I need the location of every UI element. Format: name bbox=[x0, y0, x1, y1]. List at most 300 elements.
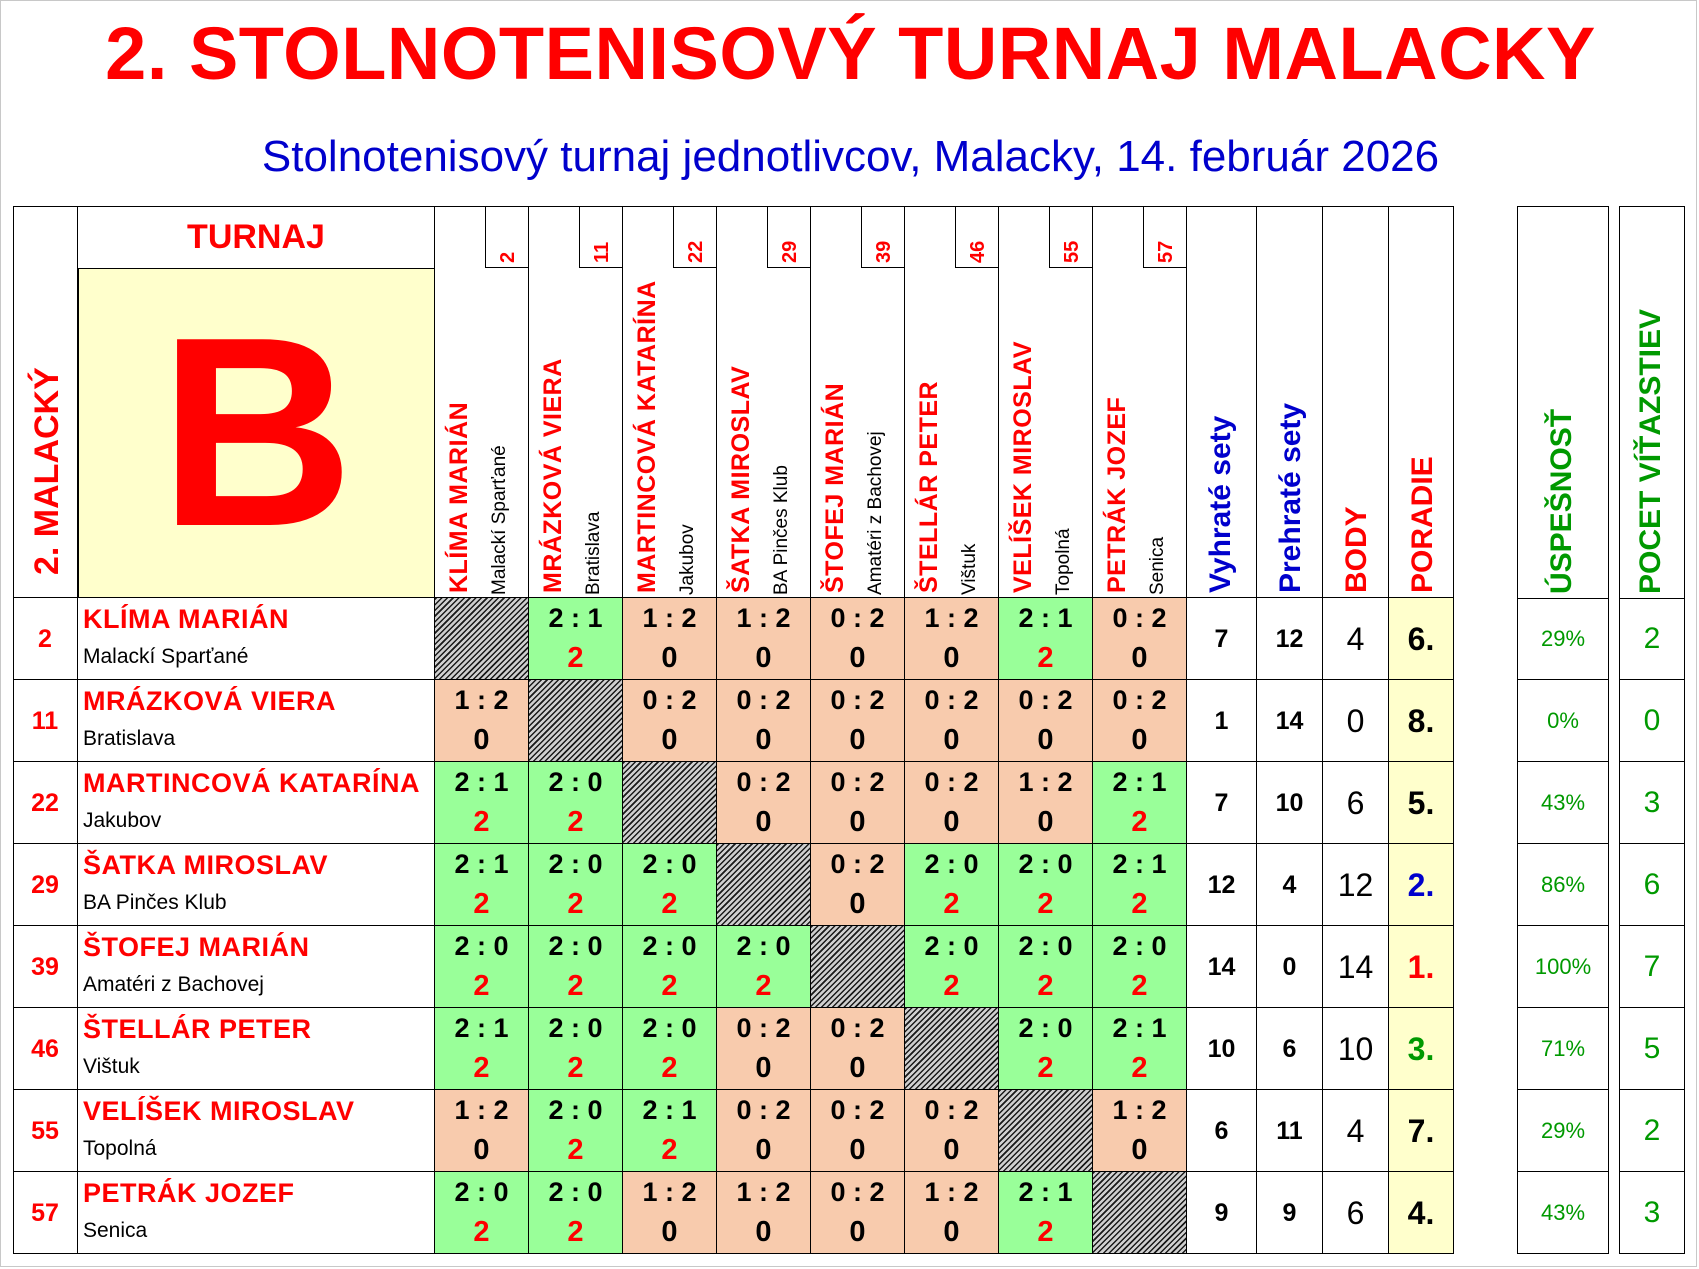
player-name: MARTINCOVÁ KATARÍNA bbox=[83, 768, 420, 798]
match-result-cell bbox=[435, 844, 529, 926]
wins-value: 0 bbox=[1619, 680, 1685, 762]
match-points: 2 bbox=[1131, 888, 1148, 920]
wins-header-cell bbox=[1620, 207, 1684, 599]
match-score: 1 : 2 bbox=[1018, 767, 1073, 797]
match-points: 2 bbox=[1131, 806, 1148, 838]
match-result-cell bbox=[811, 1090, 905, 1172]
match-result-cell bbox=[905, 844, 999, 926]
player-number: 39 bbox=[13, 926, 78, 1008]
wins-value: 3 bbox=[1619, 1172, 1685, 1254]
match-points: 2 bbox=[1037, 1052, 1054, 1084]
header-player-name: PETRÁK JOZEF bbox=[1103, 396, 1131, 593]
header-player-number-text: 46 bbox=[967, 240, 989, 263]
player-club: BA Pinčes Klub bbox=[83, 891, 227, 914]
player-club: Topolná bbox=[83, 1137, 157, 1160]
match-result-cell bbox=[1093, 1090, 1187, 1172]
match-points: 2 bbox=[661, 970, 678, 1002]
match-score: 2 : 1 bbox=[454, 767, 509, 797]
match-result-cell bbox=[811, 762, 905, 844]
match-result-cell bbox=[905, 926, 999, 1008]
player-club: Jakubov bbox=[83, 809, 162, 832]
player-name-cell bbox=[78, 844, 435, 926]
match-result-cell bbox=[623, 598, 717, 680]
match-points: 2 bbox=[473, 1052, 490, 1084]
match-result-cell bbox=[623, 1008, 717, 1090]
player-name-cell bbox=[78, 680, 435, 762]
match-points: 0 bbox=[473, 1134, 490, 1166]
match-score: 0 : 2 bbox=[736, 1013, 791, 1043]
match-score: 0 : 2 bbox=[1112, 685, 1167, 715]
match-points: 0 bbox=[943, 724, 960, 756]
match-points: 0 bbox=[849, 1216, 866, 1248]
lost-sets-value: 11 bbox=[1257, 1090, 1323, 1172]
match-result-cell bbox=[529, 926, 623, 1008]
won-sets-value: 12 bbox=[1187, 844, 1257, 926]
match-points: 0 bbox=[943, 806, 960, 838]
header-player-2 bbox=[435, 206, 529, 598]
header-player-name: ŠTELLÁR PETER bbox=[915, 380, 943, 593]
match-points: 0 bbox=[661, 1216, 678, 1248]
self-match-cell bbox=[905, 1008, 999, 1090]
header-player-number-text: 29 bbox=[779, 240, 801, 263]
points-value: 6 bbox=[1323, 1172, 1389, 1254]
match-result-cell bbox=[999, 762, 1093, 844]
header-player-name: VELÍŠEK MIROSLAV bbox=[1009, 340, 1037, 593]
match-points: 2 bbox=[567, 642, 584, 674]
rank-value: 5. bbox=[1389, 762, 1454, 844]
lost-sets-header: Prehraté sety bbox=[1274, 402, 1307, 593]
match-points: 0 bbox=[1037, 806, 1054, 838]
lost-sets-value: 6 bbox=[1257, 1008, 1323, 1090]
match-result-cell bbox=[435, 1008, 529, 1090]
match-result-cell bbox=[1093, 598, 1187, 680]
match-result-cell bbox=[999, 598, 1093, 680]
won-sets-value: 14 bbox=[1187, 926, 1257, 1008]
match-result-cell bbox=[1093, 762, 1187, 844]
match-result-cell bbox=[1093, 1008, 1187, 1090]
player-club: Bratislava bbox=[83, 727, 176, 750]
header-player-number bbox=[767, 206, 811, 268]
lost-sets-value: 0 bbox=[1257, 926, 1323, 1008]
header-player-number-text: 55 bbox=[1061, 240, 1083, 263]
player-number: 55 bbox=[13, 1090, 78, 1172]
page-subtitle: Stolnotenisový turnaj jednotlivcov, Malacky, 14. február 2026 bbox=[261, 132, 1440, 181]
match-points: 0 bbox=[849, 1134, 866, 1166]
won-sets-value: 7 bbox=[1187, 762, 1257, 844]
match-score: 2 : 1 bbox=[548, 603, 603, 633]
wins-value: 6 bbox=[1619, 844, 1685, 926]
match-result-cell bbox=[623, 680, 717, 762]
player-number: 11 bbox=[13, 680, 78, 762]
success-value: 29% bbox=[1517, 1090, 1609, 1172]
match-score: 0 : 2 bbox=[830, 1177, 885, 1207]
rank-value: 2. bbox=[1389, 844, 1454, 926]
header-player-number-text: 39 bbox=[873, 240, 895, 263]
group-letter-box bbox=[78, 268, 435, 598]
group-letter: B bbox=[159, 282, 354, 583]
header-player-club: Amatéri z Bachovej bbox=[865, 431, 886, 595]
match-score: 2 : 0 bbox=[642, 849, 697, 879]
match-score: 1 : 2 bbox=[736, 603, 791, 633]
match-points: 0 bbox=[1037, 724, 1054, 756]
header-player-club: Bratislava bbox=[583, 511, 604, 595]
match-score: 2 : 1 bbox=[1018, 1177, 1073, 1207]
match-score: 2 : 0 bbox=[1018, 1013, 1073, 1043]
match-points: 0 bbox=[755, 642, 772, 674]
self-match-cell bbox=[1093, 1172, 1187, 1254]
match-score: 2 : 0 bbox=[548, 931, 603, 961]
match-points: 0 bbox=[849, 1052, 866, 1084]
won-sets-value: 7 bbox=[1187, 598, 1257, 680]
self-match-cell bbox=[999, 1090, 1093, 1172]
match-points: 0 bbox=[849, 642, 866, 674]
match-result-cell bbox=[623, 1172, 717, 1254]
match-points: 0 bbox=[661, 642, 678, 674]
match-points: 2 bbox=[1131, 970, 1148, 1002]
match-points: 2 bbox=[943, 888, 960, 920]
match-score: 0 : 2 bbox=[736, 1095, 791, 1125]
points-value: 14 bbox=[1323, 926, 1389, 1008]
match-score: 0 : 2 bbox=[830, 603, 885, 633]
won-sets-value: 10 bbox=[1187, 1008, 1257, 1090]
self-match-cell bbox=[717, 844, 811, 926]
success-header-cell bbox=[1518, 207, 1608, 599]
match-points: 0 bbox=[755, 724, 772, 756]
success-value: 100% bbox=[1517, 926, 1609, 1008]
header-player-22 bbox=[623, 206, 717, 598]
header-player-club: BA Pinčes Klub bbox=[771, 465, 792, 595]
player-name: VELÍŠEK MIROSLAV bbox=[83, 1096, 355, 1126]
match-score: 1 : 2 bbox=[454, 1095, 509, 1125]
header-player-number bbox=[673, 206, 717, 268]
header-player-55 bbox=[999, 206, 1093, 598]
header-player-club: Malackí Sparťané bbox=[489, 445, 510, 595]
match-score: 2 : 0 bbox=[1018, 849, 1073, 879]
match-result-cell bbox=[999, 680, 1093, 762]
won-sets-value: 9 bbox=[1187, 1172, 1257, 1254]
match-score: 0 : 2 bbox=[736, 685, 791, 715]
header-player-club: Jakubov bbox=[677, 524, 698, 595]
success-header: ÚSPEŠNOSŤ bbox=[1545, 408, 1578, 594]
self-match-cell bbox=[529, 680, 623, 762]
points-value: 10 bbox=[1323, 1008, 1389, 1090]
header-player-39 bbox=[811, 206, 905, 598]
match-points: 0 bbox=[1131, 1134, 1148, 1166]
player-number: 57 bbox=[13, 1172, 78, 1254]
match-points: 2 bbox=[567, 806, 584, 838]
match-result-cell bbox=[999, 1172, 1093, 1254]
self-match-cell bbox=[811, 926, 905, 1008]
header-player-club: Topolná bbox=[1053, 528, 1074, 595]
player-club: Malackí Sparťané bbox=[83, 645, 249, 668]
rank-value: 4. bbox=[1389, 1172, 1454, 1254]
match-score: 0 : 2 bbox=[1112, 603, 1167, 633]
header-player-46 bbox=[905, 206, 999, 598]
match-points: 0 bbox=[849, 888, 866, 920]
points-value: 0 bbox=[1323, 680, 1389, 762]
rank-value: 8. bbox=[1389, 680, 1454, 762]
wins-value: 5 bbox=[1619, 1008, 1685, 1090]
lost-sets-value: 10 bbox=[1257, 762, 1323, 844]
match-points: 2 bbox=[567, 1052, 584, 1084]
header-player-29 bbox=[717, 206, 811, 598]
match-score: 1 : 2 bbox=[642, 603, 697, 633]
success-value: 29% bbox=[1517, 598, 1609, 680]
points-value: 6 bbox=[1323, 762, 1389, 844]
match-points: 2 bbox=[1037, 1216, 1054, 1248]
points-header: BODY bbox=[1340, 506, 1373, 593]
player-name: KLÍMA MARIÁN bbox=[83, 604, 289, 634]
match-score: 2 : 0 bbox=[642, 931, 697, 961]
turnaj-label: TURNAJ bbox=[78, 206, 435, 268]
match-score: 0 : 2 bbox=[830, 767, 885, 797]
player-name: ŠATKA MIROSLAV bbox=[83, 850, 328, 880]
side-label: 2. MALACKÝ bbox=[28, 367, 66, 575]
header-player-11 bbox=[529, 206, 623, 598]
match-result-cell bbox=[1093, 926, 1187, 1008]
match-result-cell bbox=[905, 762, 999, 844]
match-score: 1 : 2 bbox=[1112, 1095, 1167, 1125]
match-score: 1 : 2 bbox=[924, 603, 979, 633]
match-points: 0 bbox=[849, 724, 866, 756]
match-result-cell bbox=[999, 1008, 1093, 1090]
success-value: 0% bbox=[1517, 680, 1609, 762]
match-score: 0 : 2 bbox=[924, 1095, 979, 1125]
rank-header-cell bbox=[1389, 206, 1454, 598]
match-result-cell bbox=[717, 1090, 811, 1172]
header-player-name: MRÁZKOVÁ VIERA bbox=[539, 358, 567, 593]
match-result-cell bbox=[717, 926, 811, 1008]
match-result-cell bbox=[905, 680, 999, 762]
header-player-number-text: 57 bbox=[1155, 240, 1177, 263]
match-score: 2 : 0 bbox=[1112, 931, 1167, 961]
match-result-cell bbox=[811, 1008, 905, 1090]
match-score: 2 : 0 bbox=[548, 1095, 603, 1125]
lost-sets-value: 14 bbox=[1257, 680, 1323, 762]
match-result-cell bbox=[999, 926, 1093, 1008]
match-result-cell bbox=[623, 926, 717, 1008]
side-label-cell bbox=[13, 206, 78, 598]
match-result-cell bbox=[905, 1172, 999, 1254]
match-result-cell bbox=[435, 680, 529, 762]
player-name: PETRÁK JOZEF bbox=[83, 1178, 295, 1208]
match-score: 0 : 2 bbox=[830, 849, 885, 879]
player-number: 22 bbox=[13, 762, 78, 844]
match-points: 0 bbox=[755, 1052, 772, 1084]
match-score: 2 : 0 bbox=[642, 1013, 697, 1043]
player-club: Amatéri z Bachovej bbox=[83, 973, 264, 996]
match-result-cell bbox=[435, 1090, 529, 1172]
wins-header: POCET VÍŤAZSTIEV bbox=[1634, 308, 1667, 594]
header-player-name: ŠTOFEJ MARIÁN bbox=[821, 382, 849, 593]
player-number: 46 bbox=[13, 1008, 78, 1090]
page-title: 2. STOLNOTENISOVÝ TURNAJ MALACKY bbox=[105, 12, 1596, 95]
match-score: 2 : 1 bbox=[454, 1013, 509, 1043]
match-score: 2 : 0 bbox=[548, 1177, 603, 1207]
match-points: 2 bbox=[1131, 1052, 1148, 1084]
match-result-cell bbox=[1093, 844, 1187, 926]
match-result-cell bbox=[717, 680, 811, 762]
wins-value: 7 bbox=[1619, 926, 1685, 1008]
match-score: 1 : 2 bbox=[924, 1177, 979, 1207]
wins-value: 2 bbox=[1619, 598, 1685, 680]
match-result-cell bbox=[623, 844, 717, 926]
match-points: 2 bbox=[473, 970, 490, 1002]
header-player-number-text: 11 bbox=[591, 241, 613, 263]
match-score: 2 : 0 bbox=[924, 849, 979, 879]
header-player-number-text: 22 bbox=[685, 240, 707, 263]
lost-sets-value: 4 bbox=[1257, 844, 1323, 926]
match-score: 2 : 0 bbox=[736, 931, 791, 961]
match-points: 0 bbox=[943, 642, 960, 674]
match-result-cell bbox=[435, 1172, 529, 1254]
match-points: 2 bbox=[943, 970, 960, 1002]
header-player-club: Senica bbox=[1147, 536, 1168, 595]
match-points: 0 bbox=[943, 1216, 960, 1248]
match-points: 2 bbox=[473, 806, 490, 838]
match-result-cell bbox=[905, 1090, 999, 1172]
match-points: 0 bbox=[755, 806, 772, 838]
match-result-cell bbox=[811, 1172, 905, 1254]
match-result-cell bbox=[529, 1008, 623, 1090]
points-value: 4 bbox=[1323, 598, 1389, 680]
self-match-cell bbox=[623, 762, 717, 844]
match-result-cell bbox=[999, 844, 1093, 926]
match-result-cell bbox=[717, 598, 811, 680]
self-match-cell bbox=[435, 598, 529, 680]
lost-sets-value: 9 bbox=[1257, 1172, 1323, 1254]
match-result-cell bbox=[435, 762, 529, 844]
match-score: 2 : 1 bbox=[1112, 1013, 1167, 1043]
success-value: 43% bbox=[1517, 1172, 1609, 1254]
match-points: 0 bbox=[755, 1134, 772, 1166]
success-value: 71% bbox=[1517, 1008, 1609, 1090]
match-score: 2 : 0 bbox=[548, 1013, 603, 1043]
player-club: Senica bbox=[83, 1219, 148, 1242]
match-points: 2 bbox=[1037, 888, 1054, 920]
success-value: 43% bbox=[1517, 762, 1609, 844]
won-sets-value: 6 bbox=[1187, 1090, 1257, 1172]
match-points: 2 bbox=[567, 970, 584, 1002]
won-sets-header: Vyhraté sety bbox=[1204, 415, 1237, 593]
header-player-57 bbox=[1093, 206, 1187, 598]
match-score: 0 : 2 bbox=[736, 767, 791, 797]
header-player-number bbox=[1049, 206, 1093, 268]
match-result-cell bbox=[811, 844, 905, 926]
points-value: 4 bbox=[1323, 1090, 1389, 1172]
header-player-number bbox=[955, 206, 999, 268]
header-player-name: KLÍMA MARIÁN bbox=[445, 401, 473, 593]
header-player-name: ŠATKA MIROSLAV bbox=[727, 365, 755, 593]
match-result-cell bbox=[717, 762, 811, 844]
match-result-cell bbox=[529, 1090, 623, 1172]
match-score: 2 : 1 bbox=[1112, 767, 1167, 797]
match-points: 2 bbox=[661, 888, 678, 920]
match-result-cell bbox=[811, 680, 905, 762]
match-points: 2 bbox=[755, 970, 772, 1002]
match-score: 2 : 0 bbox=[548, 849, 603, 879]
match-points: 2 bbox=[1037, 970, 1054, 1002]
header-player-number bbox=[861, 206, 905, 268]
header-player-club: Vištuk bbox=[959, 543, 980, 595]
match-points: 2 bbox=[473, 1216, 490, 1248]
player-name-cell bbox=[78, 598, 435, 680]
match-score: 2 : 1 bbox=[642, 1095, 697, 1125]
match-result-cell bbox=[623, 1090, 717, 1172]
rank-value: 6. bbox=[1389, 598, 1454, 680]
header-player-number-text: 2 bbox=[497, 251, 519, 263]
match-result-cell bbox=[717, 1172, 811, 1254]
match-score: 0 : 2 bbox=[830, 1095, 885, 1125]
player-number: 29 bbox=[13, 844, 78, 926]
success-value: 86% bbox=[1517, 844, 1609, 926]
match-points: 0 bbox=[849, 806, 866, 838]
match-score: 2 : 1 bbox=[454, 849, 509, 879]
rank-value: 3. bbox=[1389, 1008, 1454, 1090]
match-points: 2 bbox=[473, 888, 490, 920]
match-result-cell bbox=[905, 598, 999, 680]
match-points: 0 bbox=[943, 1134, 960, 1166]
wins-value: 2 bbox=[1619, 1090, 1685, 1172]
match-score: 1 : 2 bbox=[454, 685, 509, 715]
match-score: 0 : 2 bbox=[830, 1013, 885, 1043]
match-score: 2 : 1 bbox=[1018, 603, 1073, 633]
match-result-cell bbox=[529, 598, 623, 680]
match-points: 2 bbox=[661, 1134, 678, 1166]
match-result-cell bbox=[717, 1008, 811, 1090]
match-score: 2 : 0 bbox=[1018, 931, 1073, 961]
player-name: ŠTOFEJ MARIÁN bbox=[83, 932, 310, 962]
match-score: 1 : 2 bbox=[736, 1177, 791, 1207]
match-points: 0 bbox=[1131, 724, 1148, 756]
player-name-cell bbox=[78, 762, 435, 844]
wins-value: 3 bbox=[1619, 762, 1685, 844]
match-points: 0 bbox=[1131, 642, 1148, 674]
match-points: 2 bbox=[567, 888, 584, 920]
match-score: 1 : 2 bbox=[642, 1177, 697, 1207]
header-player-number bbox=[579, 206, 623, 268]
player-name-cell bbox=[78, 926, 435, 1008]
match-points: 2 bbox=[567, 1134, 584, 1166]
rank-header: PORADIE bbox=[1406, 456, 1439, 593]
header-player-name: MARTINCOVÁ KATARÍNA bbox=[633, 280, 661, 593]
match-score: 2 : 0 bbox=[454, 1177, 509, 1207]
match-result-cell bbox=[811, 598, 905, 680]
won-sets-header-cell bbox=[1187, 206, 1257, 598]
player-name: MRÁZKOVÁ VIERA bbox=[83, 686, 337, 716]
match-score: 0 : 2 bbox=[1018, 685, 1073, 715]
match-score: 0 : 2 bbox=[924, 685, 979, 715]
points-value: 12 bbox=[1323, 844, 1389, 926]
match-score: 0 : 2 bbox=[830, 685, 885, 715]
match-score: 2 : 1 bbox=[1112, 849, 1167, 879]
player-name-cell bbox=[78, 1090, 435, 1172]
match-result-cell bbox=[529, 844, 623, 926]
lost-sets-value: 12 bbox=[1257, 598, 1323, 680]
match-score: 0 : 2 bbox=[642, 685, 697, 715]
match-points: 2 bbox=[1037, 642, 1054, 674]
won-sets-value: 1 bbox=[1187, 680, 1257, 762]
player-name: ŠTELLÁR PETER bbox=[83, 1014, 312, 1044]
rank-value: 7. bbox=[1389, 1090, 1454, 1172]
rank-value: 1. bbox=[1389, 926, 1454, 1008]
match-score: 2 : 0 bbox=[924, 931, 979, 961]
match-result-cell bbox=[529, 762, 623, 844]
header-player-number bbox=[1143, 206, 1187, 268]
points-header-cell bbox=[1323, 206, 1389, 598]
header-player-number bbox=[485, 206, 529, 268]
match-score: 2 : 0 bbox=[454, 931, 509, 961]
